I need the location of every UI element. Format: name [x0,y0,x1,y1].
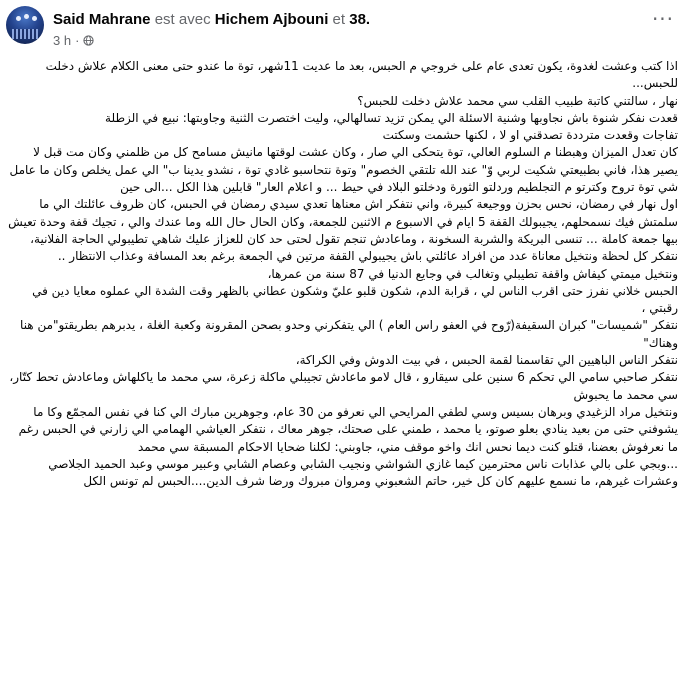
post-paragraph: اول نهار في رمضان، نحس بحزن ووجيعة كبيرة، واني نتفكر اش معناها تعدي سيدي رمضان في الحبس، كان ظروف عائلتك الي ما سلمتش فيك نسمحلهم، يجيبولك القفة 5 ايام في الاسبوع م الاثنين للجمعة، وكان الحال حال الله وما عندك والي ، تجيك قفة وحدة تعيش بيها جمعة كاملة ... تنسى البريكة والشربة السخونة ، وماعادش تنجم تقول لحتى حد كان للعزاز عليك شاهي تطيبولي الحاجة الفلانية، [8,197,678,246]
post-meta [53,33,94,48]
post-text [8,58,678,490]
tagged-person[interactable]: Hichem Ajbouni [214,11,329,28]
post-paragraph: نتفكر الناس الباهيين الي تقاسمنا لقمة الحبس ، في بيت الدوش وفي الكراكة، [295,353,678,368]
post-paragraph: ...وبجي على بالي عذابات ناس محترمين كيما غازي الشواشي ونجيب الشابي وعصام الشابي وعبير موسي وعبد الحميد الجلاصي وعشرات غيرهم، ما نسمع عليهم كان كل خير، حاتم الشعبوني ومروان مبروك ورضا شرف الدين....الحبس لم تونس الكل [48,456,678,489]
meta-separator: · [75,33,80,48]
post-paragraph: ونتخيل ميمتي كيفاش واقفة تطيبلي وتغالب في وجايع الدنيا في 87 سنة من عمرها، [267,266,678,281]
post-paragraph: نهار ، سالتني كاتبة طبيب القلب سي محمد علاش دخلت للحبس؟ [357,93,678,108]
author-avatar[interactable] [6,6,44,44]
post-timestamp[interactable]: 3 h [53,33,72,48]
post-header-line [53,11,370,28]
post-paragraph: نتفكر صاحبي سامي الي تحكم 6 سنين على سيقارو ، قال لامو ماعادش تجيبلي ماكلة زعرة، سي محمد ما ياكلهاش وماعادش تحط كتّار، سي محمد ما يحبوش [9,370,678,402]
post-paragraph: اذا كتب وعشت لغدوة، يكون تعدى عام على خروجي م الحبس، بعد ما عديت 11شهر، توة ما عندو حتى معنى الكلام علاش دخلت للحبس... [45,59,678,91]
post-paragraph: كان تعدل الميزان وهبطنا م السلوم العالي، توة يتحكى الي صار ، وكان عشت لوقتها مانيش مسامح كل من ظلمني وكان مت قبل لا يصير هذا، فاني بطبيعتي شكيت لربي وّ" عند الله تلتقي الخصوم" وتوة نتحاسبو غادي توة ، نشدو يدينا ب" الي عمل يخلص وكان ما عامل شي توة تروح وكترتو م التجلطيم وردلتو الثورة ودخلتو البلاد في حيط ... و اعلام العار" قابلين هذا الكل ...الى حين [9,145,678,195]
others-period: . [365,11,371,28]
post-paragraph: الحبس خلاني نفرز حتى اقرب الناس لي ، قرابة الدم، شكون قلبو عليّ وشكون عطاني بالظهر وقت الشدة الي عملوه معايا دين في رقبتي ، [32,283,678,316]
post-header [0,0,687,56]
globe-icon [83,35,94,46]
post-paragraph: تفاجات وقعدت مترددة تصدقني او لا ، لكنها حشمت وسكتت [382,128,678,143]
post-paragraph: نتفكر "شميسات" كبران السقيفة(رّوح في العفو راس العام ) الي يتفكرني وحدو بصحن المقرونة وكعبة الغلة ، يدبرهم بطريقتو"من هنا وهناك" [20,318,678,350]
and-connector: et [332,11,346,28]
with-connector: est avec [154,11,211,28]
others-count[interactable]: 38 [349,11,366,28]
author-name[interactable]: Said Mahrane [53,11,151,28]
more-icon[interactable]: ··· [651,7,675,31]
post-paragraph: ونتخيل مراد الزغيدي وبرهان بسيس وسي لطفي المرايحي الي نعرفو من 30 عام، وجوهرين مبارك الي كنا في نفس المجمّع وكا ما يشوفني حتى من بعيد ينادي بعلو صوتو، يا محمد ، طمني على صحتك، جوهر معاك ، نتفكر العياشي الهمامي الي زارني في الحبس رغم ما نعرفوش بعضنا، قتلو كنت ديما نحس انك واخو موقف مني، جاوبني: لكلنا ضحايا الاحكام المسبقة سي محمد [18,404,678,454]
post-paragraph: نتفكر كل لحظة ونتخيل معاناة عدد من افراد عائلتي باش يجيبولي القفة مرتين في الجمعة برغم بعد المسافة وعذاب الانتظار .. [57,249,678,264]
post-paragraph: قعدت نفكر شنوة باش نجاوبها وشنية الاسئلة الي يمكن تزيد تسالهالي، وليت اختصرت الثنية وجاوبتها: نبيع في الزطلة [105,110,678,125]
